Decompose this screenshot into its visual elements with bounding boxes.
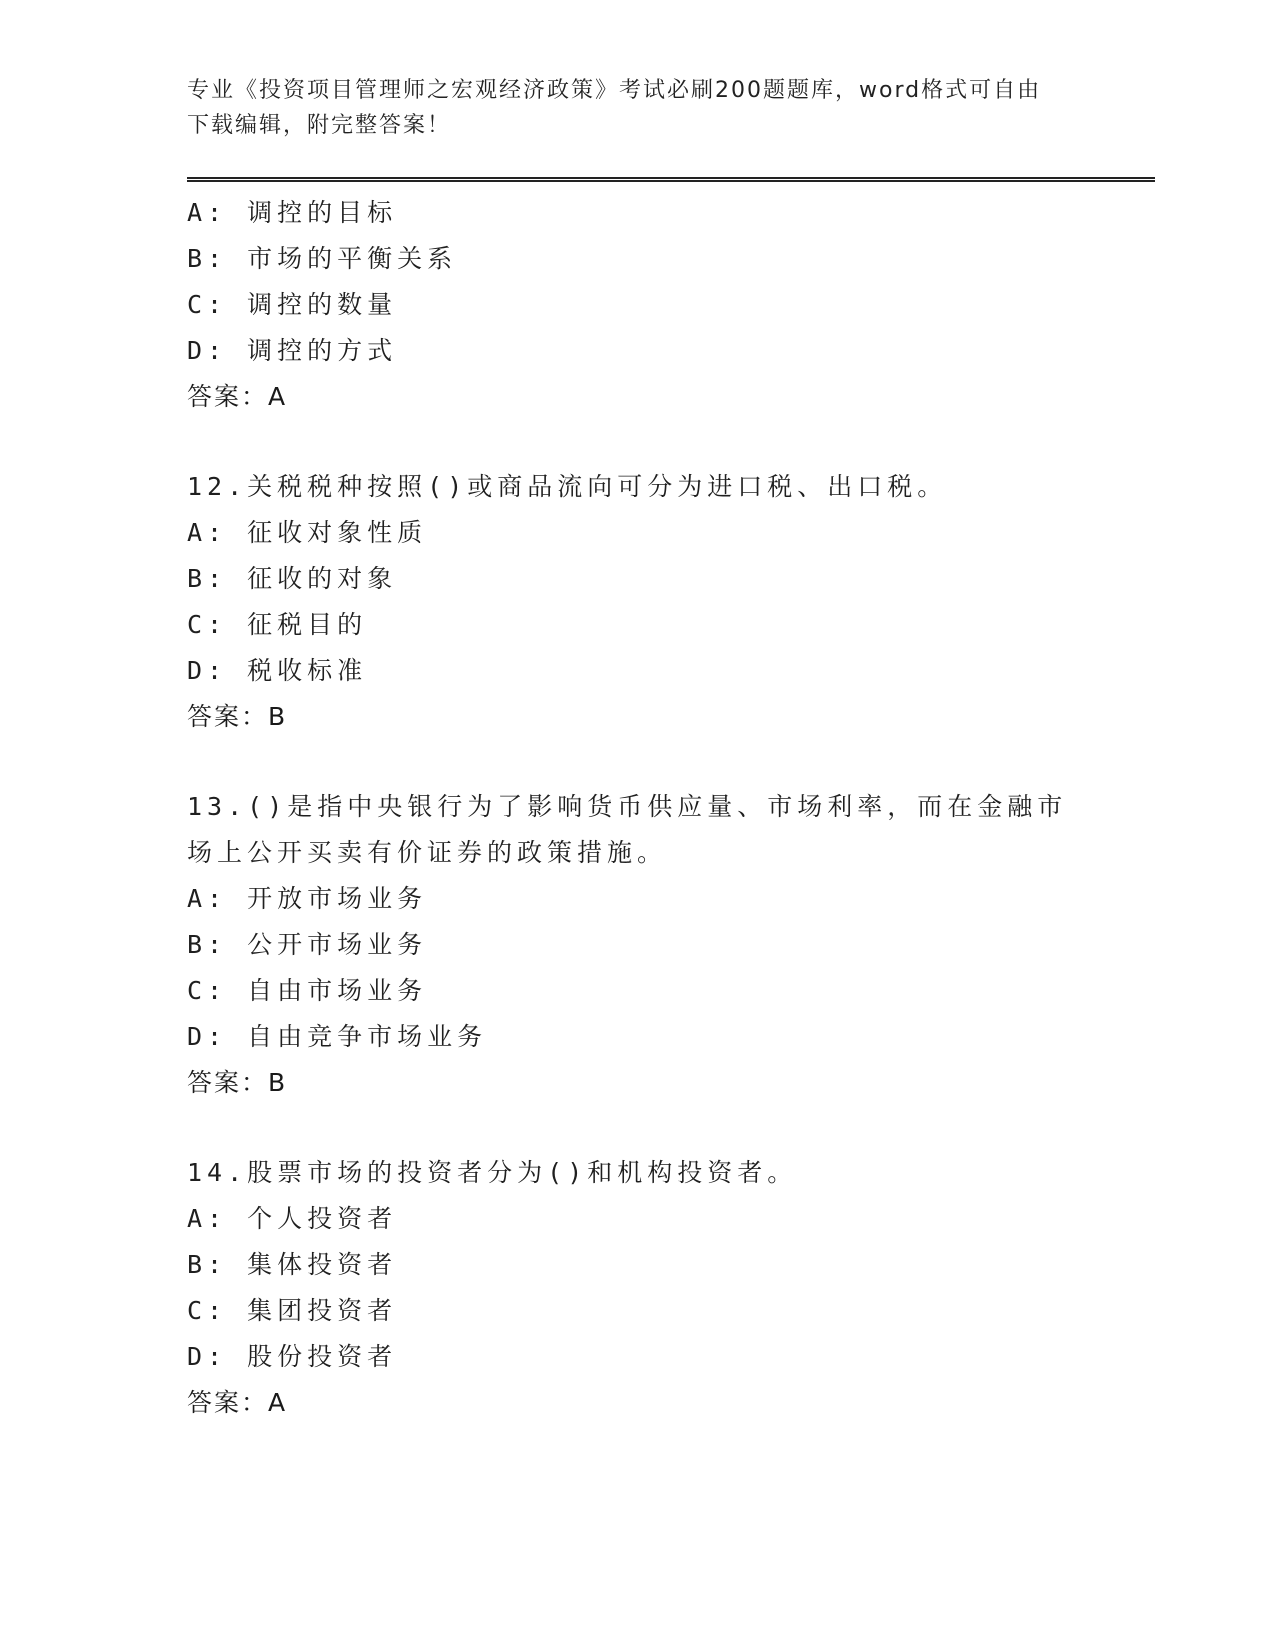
- question-stem: 13.()是指中央银行为了影响货币供应量、市场利率，而在金融市场上公开买卖有价证券的政策措施。: [187, 792, 1068, 867]
- option-d: D: 自由竞争市场业务: [187, 1022, 488, 1051]
- option-b: B: 市场的平衡关系: [187, 244, 458, 273]
- answer-line: 答案：B: [187, 1068, 288, 1097]
- option-c: C: 调控的数量: [187, 290, 398, 319]
- question-block-14: [187, 1150, 1157, 1426]
- option-a: A: 征收对象性质: [187, 518, 428, 547]
- question-list: [187, 190, 1157, 1470]
- document-header: [187, 73, 1087, 143]
- option-b: B: 公开市场业务: [187, 930, 428, 959]
- option-c: C: 自由市场业务: [187, 976, 428, 1005]
- option-d: D: 税收标准: [187, 656, 368, 685]
- header-line-1: 专业《投资项目管理师之宏观经济政策》考试必刷200题题库，word格式可自由: [187, 78, 1042, 103]
- question-stem: 14.股票市场的投资者分为()和机构投资者。: [187, 1158, 798, 1187]
- option-d: D: 调控的方式: [187, 336, 398, 365]
- answer-line: 答案：A: [187, 382, 288, 411]
- option-d: D: 股份投资者: [187, 1342, 398, 1371]
- question-stem: 12.关税税种按照()或商品流向可分为进口税、出口税。: [187, 472, 948, 501]
- option-a: A: 调控的目标: [187, 198, 398, 227]
- question-block-11: [187, 190, 1157, 420]
- answer-line: 答案：A: [187, 1388, 288, 1417]
- option-c: C: 集团投资者: [187, 1296, 398, 1325]
- option-a: A: 开放市场业务: [187, 884, 428, 913]
- header-divider: [187, 177, 1155, 182]
- question-block-12: [187, 464, 1157, 740]
- option-b: B: 集体投资者: [187, 1250, 398, 1279]
- header-line-2: 下载编辑，附完整答案！: [187, 113, 452, 138]
- question-block-13: [187, 784, 1157, 1106]
- answer-line: 答案：B: [187, 702, 288, 731]
- option-c: C: 征税目的: [187, 610, 368, 639]
- option-a: A: 个人投资者: [187, 1204, 398, 1233]
- option-b: B: 征收的对象: [187, 564, 398, 593]
